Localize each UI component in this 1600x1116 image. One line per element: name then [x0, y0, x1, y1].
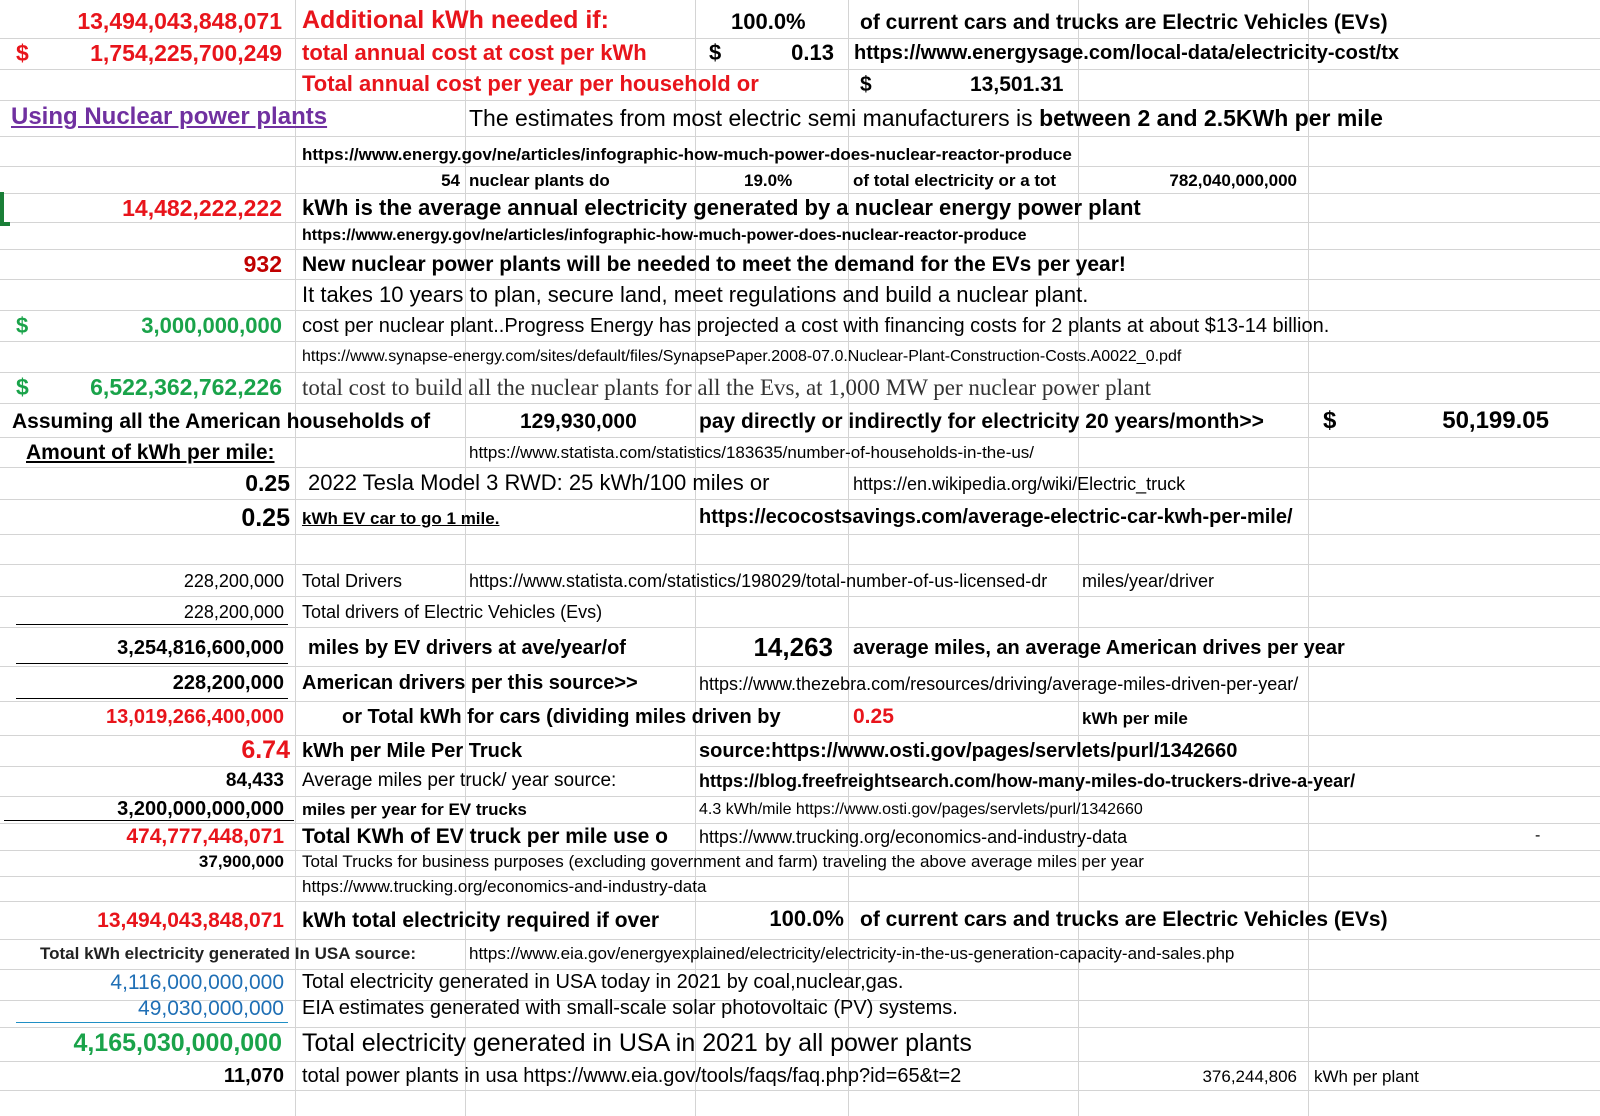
cell-statista-drivers-link[interactable]: https://www.statista.com/statistics/198029/total-number-of-us-licensed-dr [469, 572, 1048, 590]
dollar-sign: $ [16, 313, 29, 338]
dollar-sign: $ [16, 374, 29, 400]
cell-label-cost-per-plant[interactable]: cost per nuclear plant..Progress Energy has projected a cost with financing costs for 2 plants at about $13-14 billion. [302, 315, 1330, 337]
cell-label-kwh-per-mile-unit[interactable]: kWh per mile [1082, 709, 1188, 728]
cell-nuclear-share[interactable]: 19.0% [744, 171, 793, 190]
cell-label-total-trucks[interactable]: Total Trucks for business purposes (excluding government and farm) traveling the above average miles per year [302, 852, 1144, 871]
cell-total-required-kwh[interactable]: 13,494,043,848,071 [97, 909, 284, 932]
cell-nuclear-plant-count[interactable]: 54 [441, 171, 460, 190]
cell-solar-kwh[interactable]: 49,030,000,000 [138, 997, 284, 1020]
cell-label-miles-per-truck[interactable]: Average miles per truck/ year source: [302, 770, 617, 791]
active-cell-marker[interactable] [0, 192, 4, 224]
cell-energy-gov-link[interactable]: https://www.energy.gov/ne/articles/infographic-how-much-power-does-nuclear-reactor-produce [302, 145, 1072, 164]
cell-household-count[interactable]: 129,930,000 [520, 410, 637, 433]
cell-ev-percent[interactable]: 100.0% [731, 9, 806, 34]
cell-total-trucks[interactable]: 37,900,000 [198, 852, 284, 871]
cell-eia-link[interactable]: https://www.eia.gov/energyexplained/electricity/electricity-in-the-us-generation-capacity-and-sales.php [469, 944, 1235, 963]
cell-cost-per-plant[interactable]: 3,000,000,000 [141, 313, 282, 338]
cell-household-cost[interactable]: 13,501.31 [970, 73, 1064, 96]
cell-synapse-link[interactable]: https://www.synapse-energy.com/sites/default/files/SynapsePaper.2008-07.0.Nuclear-Plant-Construction-Costs.A0022_0.pdf [302, 348, 1182, 365]
cell-ev-car-kwh-per-mile[interactable]: 0.25 [241, 504, 290, 532]
cell-label-kwh-per-mile[interactable]: Amount of kWh per mile: [26, 441, 275, 464]
cell-monthly-payment[interactable]: 50,199.05 [1442, 407, 1549, 434]
cell-label-total-electricity[interactable]: of total electricity or a tot [853, 171, 1057, 190]
cell-american-drivers[interactable]: 228,200,000 [172, 672, 284, 694]
cell-underline [16, 1022, 288, 1023]
dollar-sign: $ [860, 73, 872, 96]
active-cell-handle[interactable] [0, 222, 10, 226]
cell-cost-per-kwh[interactable]: 0.13 [791, 40, 834, 65]
cell-ev-miles[interactable]: 3,254,816,600,000 [117, 637, 284, 659]
cell-label-truck-total-kwh[interactable]: Total KWh of EV truck per mile use o [302, 826, 668, 847]
cell-total-nuclear-cost[interactable]: 6,522,362,762,226 [90, 374, 282, 400]
cell-label-total-usa-generation[interactable]: Total electricity generated in USA in 2021 by all power plants [302, 1029, 972, 1057]
cell-underline [16, 698, 288, 699]
cell-ev-desc-2[interactable]: of current cars and trucks are Electric Vehicles (EVs) [860, 908, 1388, 931]
estimate-bold: between 2 and 2.5KWh per mile [1039, 105, 1383, 131]
cell-usa-generation-kwh[interactable]: 4,116,000,000,000 [110, 971, 284, 994]
cell-total-usa-generation[interactable]: 4,165,030,000,000 [73, 1029, 282, 1057]
cell-label-tesla[interactable]: 2022 Tesla Model 3 RWD: 25 kWh/100 miles or [308, 470, 770, 495]
cell-label-solar[interactable]: EIA estimates generated with small-scale solar photovoltaic (PV) systems. [302, 997, 958, 1019]
cell-avg-plant-kwh[interactable]: 14,482,222,222 [122, 195, 282, 221]
cell-miles-per-truck[interactable]: 84,433 [225, 770, 284, 791]
cell-label-avg-miles[interactable]: average miles, an average American drives per year [853, 637, 1345, 659]
cell-thezebra-link[interactable]: https://www.thezebra.com/resources/driving/average-miles-driven-per-year/ [699, 674, 1299, 694]
column-divider [465, 0, 466, 1116]
cell-truck-kwh-per-mile[interactable]: 6.74 [241, 736, 290, 764]
cell-trucking-link-2[interactable]: https://www.trucking.org/economics-and-industry-data [302, 877, 707, 896]
cell-label-american-drivers[interactable]: American drivers per this source>> [302, 672, 638, 694]
column-divider [1308, 0, 1309, 1116]
cell-label-ev-car-1-mile[interactable]: kWh EV car to go 1 mile. [302, 509, 500, 528]
cell-label-miles-per-driver[interactable]: miles/year/driver [1082, 571, 1215, 591]
cell-label-additional[interactable]: Additional kWh needed if: [302, 6, 609, 34]
cell-ev-desc[interactable]: of current cars and trucks are Electric Vehicles (EVs) [860, 11, 1388, 34]
cell-label-total-nuclear-cost[interactable]: total cost to build all the nuclear plants for all the Evs, at 1,000 MW per nuclear power plant [302, 375, 1152, 400]
cell-label-usa-generation-2021[interactable]: Total electricity generated in USA today in 2021 by coal,nuclear,gas. [302, 971, 904, 993]
cell-avg-miles[interactable]: 14,263 [753, 632, 833, 662]
cell-label-households[interactable]: Assuming all the American households of [12, 410, 431, 433]
cell-trucking-link[interactable]: https://www.trucking.org/economics-and-industry-data [699, 827, 1128, 847]
cell-nuclear-total-kwh[interactable]: 782,040,000,000 [1169, 171, 1297, 190]
cell-tesla-kwh-per-mile[interactable]: 0.25 [245, 470, 290, 496]
cell-label-total-drivers[interactable]: Total Drivers [302, 571, 403, 591]
cell-kwh-per-plant[interactable]: 376,244,806 [1202, 1067, 1297, 1086]
cell-label-truck-kwh[interactable]: kWh per Mile Per Truck [302, 740, 523, 762]
dollar-sign: $ [709, 40, 722, 65]
cell-label-new-plants[interactable]: New nuclear power plants will be needed to meet the demand for the EVs per year! [302, 253, 1126, 276]
cell-label-usa-generation[interactable]: Total kWh electricity generated In USA source: [40, 944, 416, 963]
cell-underline [16, 624, 288, 625]
cell-underline [4, 820, 294, 821]
cell-underline [16, 663, 288, 664]
cell-label-kwh-per-plant[interactable]: kWh per plant [1314, 1067, 1419, 1086]
dollar-sign: $ [16, 40, 29, 66]
cell-label-total-power-plants[interactable]: total power plants in usa https://www.eia.gov/tools/faqs/faq.php?id=65&t=2 [302, 1065, 962, 1087]
cell-additional-kwh[interactable]: 13,494,043,848,071 [77, 8, 282, 34]
dollar-sign: $ [1323, 407, 1337, 434]
section-title-nuclear[interactable]: Using Nuclear power plants [11, 103, 328, 130]
cell-truck-total-kwh[interactable]: 474,777,448,071 [126, 825, 284, 848]
cell-new-plants-needed[interactable]: 932 [243, 251, 282, 277]
cell-label-pay-20-years[interactable]: pay directly or indirectly for electricity 20 years/month>> [699, 410, 1264, 433]
cell-label-nuclear-plants[interactable]: nuclear plants do [469, 171, 610, 190]
cell-ecocost-link[interactable]: https://ecocostsavings.com/average-electric-car-kwh-per-mile/ [699, 506, 1293, 528]
estimate-text: The estimates from most electric semi manufacturers is [469, 105, 1040, 131]
cell-osti-note[interactable]: 4.3 kWh/mile https://www.osti.gov/pages/servlets/purl/1342660 [699, 801, 1143, 818]
cell-label-household-cost[interactable]: Total annual cost per year per household or [302, 71, 759, 96]
cell-total-drivers[interactable]: 228,200,000 [183, 571, 284, 591]
cell-dash[interactable]: - [1535, 827, 1541, 844]
cell-semi-estimates[interactable] [469, 107, 1383, 130]
cell-label-avg-plant[interactable]: kWh is the average annual electricity generated by a nuclear energy power plant [302, 195, 1141, 220]
cell-total-power-plants[interactable]: 11,070 [223, 1065, 284, 1087]
cell-label-ev-miles[interactable]: miles by EV drivers at ave/year/of [308, 637, 626, 659]
cell-energy-gov-link-2[interactable]: https://www.energy.gov/ne/articles/infographic-how-much-power-does-nuclear-reactor-produce [302, 227, 1027, 244]
cell-osti-link[interactable]: source:https://www.osti.gov/pages/servlets/purl/1342660 [699, 740, 1238, 762]
cell-car-kwh-per-mile[interactable]: 0.25 [853, 705, 894, 728]
cell-label-total-kwh-cars[interactable]: or Total kWh for cars (dividing miles driven by [342, 706, 781, 728]
cell-label-ev-drivers[interactable]: Total drivers of Electric Vehicles (Evs) [302, 602, 603, 622]
cell-ev-drivers[interactable]: 228,200,000 [183, 602, 284, 622]
cell-freefreight-link[interactable]: https://blog.freefreightsearch.com/how-many-miles-do-truckers-drive-a-year/ [699, 771, 1356, 791]
cell-ev-truck-miles[interactable]: 3,200,000,000,000 [117, 798, 284, 820]
cell-energysage-link[interactable]: https://www.energysage.com/local-data/electricity-cost/tx [854, 42, 1399, 64]
cell-plant-build-time[interactable]: It takes 10 years to plan, secure land, meet regulations and build a nuclear plant. [302, 282, 1089, 307]
cell-total-kwh-cars[interactable]: 13,019,266,400,000 [106, 706, 284, 728]
cell-label-total-required[interactable]: kWh total electricity required if over [302, 909, 660, 932]
cell-label-ev-truck-miles[interactable]: miles per year for EV trucks [302, 800, 527, 819]
cell-wikipedia-link[interactable]: https://en.wikipedia.org/wiki/Electric_truck [853, 474, 1186, 494]
cell-label-annual-cost[interactable]: total annual cost at cost per kWh [302, 40, 647, 65]
cell-total-annual-cost[interactable]: 1,754,225,700,249 [90, 40, 282, 66]
cell-statista-households-link[interactable]: https://www.statista.com/statistics/183635/number-of-households-in-the-us/ [469, 443, 1035, 462]
cell-ev-percent-2[interactable]: 100.0% [769, 906, 844, 931]
